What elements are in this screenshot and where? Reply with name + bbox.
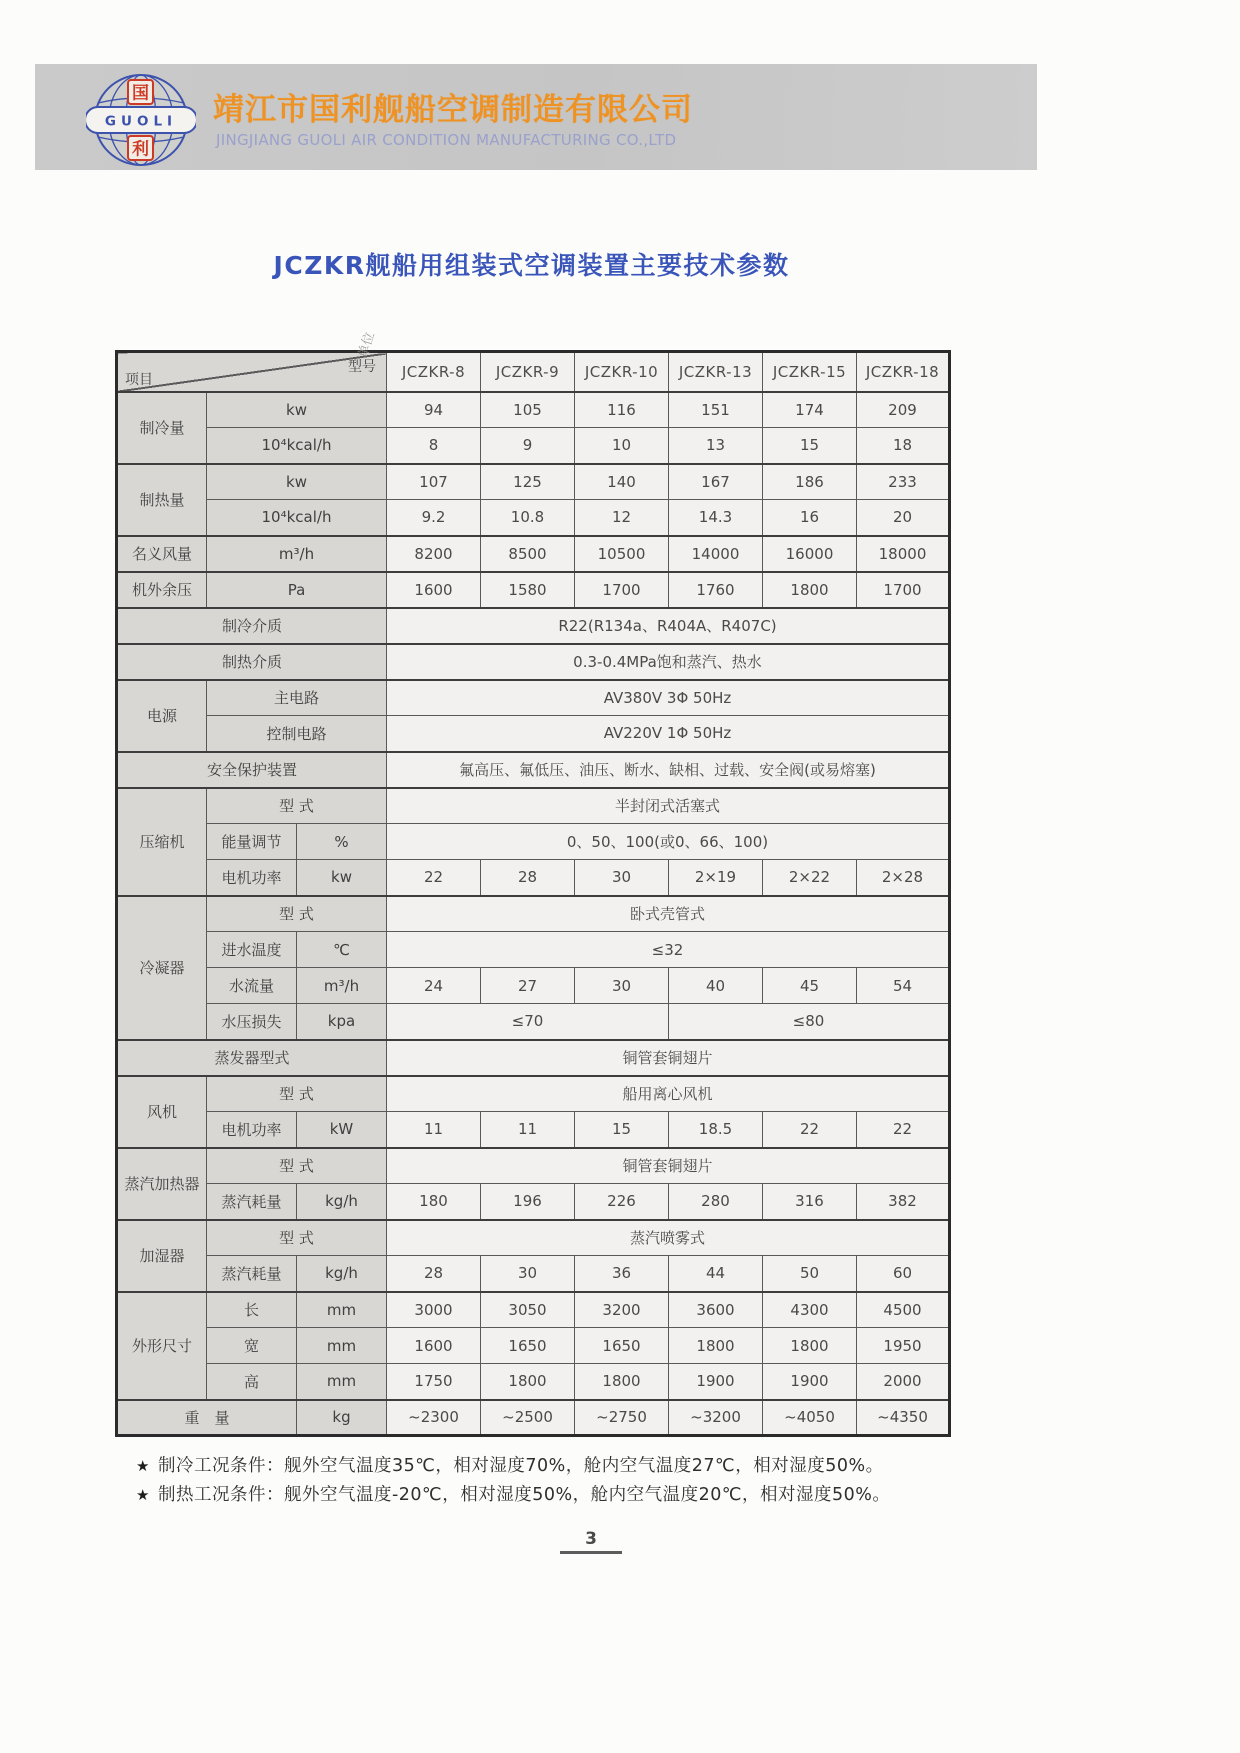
value-cell: ≤80	[669, 1004, 950, 1040]
value-cell: 8200	[387, 536, 481, 572]
value-cell: 3200	[575, 1292, 669, 1328]
note-line	[136, 1452, 890, 1481]
value-cell: 226	[575, 1184, 669, 1220]
value-cell: 1750	[387, 1364, 481, 1400]
value-cell: 铜管套铜翅片	[387, 1148, 950, 1184]
value-cell: 1760	[669, 572, 763, 608]
category-cell: 型 式	[207, 1220, 387, 1256]
category-cell: 蒸汽耗量	[207, 1184, 297, 1220]
value-cell: 209	[857, 392, 950, 428]
value-cell: 8	[387, 428, 481, 464]
value-cell: 3050	[481, 1292, 575, 1328]
value-cell: 45	[763, 968, 857, 1004]
value-cell: 3600	[669, 1292, 763, 1328]
spec-table	[115, 350, 951, 1437]
value-cell: 22	[763, 1112, 857, 1148]
category-cell: %	[297, 824, 387, 860]
value-cell: 196	[481, 1184, 575, 1220]
category-cell: 加湿器	[117, 1220, 207, 1292]
value-cell: 4500	[857, 1292, 950, 1328]
value-cell: 22	[387, 860, 481, 896]
category-cell: 水流量	[207, 968, 297, 1004]
category-cell: kg	[297, 1400, 387, 1436]
value-cell: 107	[387, 464, 481, 500]
category-cell: kpa	[297, 1004, 387, 1040]
category-cell: m³/h	[297, 968, 387, 1004]
category-cell: 电机功率	[207, 860, 297, 896]
value-cell: ~3200	[669, 1400, 763, 1436]
value-cell: 24	[387, 968, 481, 1004]
value-cell: 54	[857, 968, 950, 1004]
value-cell: 1580	[481, 572, 575, 608]
category-cell: mm	[297, 1292, 387, 1328]
value-cell: 18000	[857, 536, 950, 572]
category-cell: 重 量	[117, 1400, 297, 1436]
value-cell: 30	[481, 1256, 575, 1292]
svg-text:国: 国	[132, 83, 149, 104]
category-cell: kg/h	[297, 1184, 387, 1220]
category-cell: 制热介质	[117, 644, 387, 680]
value-cell: 27	[481, 968, 575, 1004]
value-cell: 4300	[763, 1292, 857, 1328]
value-cell: 1800	[481, 1364, 575, 1400]
value-cell: 11	[481, 1112, 575, 1148]
model-header-cell: JCZKR-18	[857, 352, 950, 392]
value-cell: 2000	[857, 1364, 950, 1400]
value-cell: 10	[575, 428, 669, 464]
globe-logo-icon	[86, 70, 196, 170]
value-cell: 铜管套铜翅片	[387, 1040, 950, 1076]
value-cell: 44	[669, 1256, 763, 1292]
category-cell: 压缩机	[117, 788, 207, 896]
svg-text:利: 利	[132, 139, 149, 160]
category-cell: 型 式	[207, 1148, 387, 1184]
value-cell: 116	[575, 392, 669, 428]
value-cell: 140	[575, 464, 669, 500]
category-cell: 蒸发器型式	[117, 1040, 387, 1076]
category-cell: mm	[297, 1364, 387, 1400]
value-cell: 180	[387, 1184, 481, 1220]
value-cell: 36	[575, 1256, 669, 1292]
value-cell: 9	[481, 428, 575, 464]
value-cell: 1900	[669, 1364, 763, 1400]
value-cell: 1700	[575, 572, 669, 608]
value-cell: 3000	[387, 1292, 481, 1328]
note-text: 制冷工况条件：舰外空气温度35℃，相对湿度70%，舱内空气温度27℃，相对湿度50%。	[157, 1456, 884, 1476]
value-cell: 13	[669, 428, 763, 464]
svg-text:GUOLI: GUOLI	[104, 113, 178, 130]
category-cell: 名义风量	[117, 536, 207, 572]
company-name-cn: 靖江市国利舰船空调制造有限公司	[213, 92, 693, 128]
value-cell: 2×22	[763, 860, 857, 896]
category-cell: 进水温度	[207, 932, 297, 968]
value-cell: 30	[575, 860, 669, 896]
value-cell: 1900	[763, 1364, 857, 1400]
category-cell: 宽	[207, 1328, 297, 1364]
value-cell: ≤32	[387, 932, 950, 968]
value-cell: 233	[857, 464, 950, 500]
value-cell: 10500	[575, 536, 669, 572]
value-cell: 1800	[763, 572, 857, 608]
value-cell: 1800	[575, 1364, 669, 1400]
category-cell: 制冷量	[117, 392, 207, 464]
category-cell: 主电路	[207, 680, 387, 716]
category-cell: 外形尺寸	[117, 1292, 207, 1400]
corner-model-label: 型号	[348, 359, 376, 375]
value-cell: 1600	[387, 572, 481, 608]
category-cell: 水压损失	[207, 1004, 297, 1040]
value-cell: 卧式壳管式	[387, 896, 950, 932]
model-header-cell: JCZKR-13	[669, 352, 763, 392]
value-cell: 18	[857, 428, 950, 464]
category-cell: kw	[297, 860, 387, 896]
value-cell: 167	[669, 464, 763, 500]
value-cell: 1650	[481, 1328, 575, 1364]
category-cell: 型 式	[207, 788, 387, 824]
company-name-en: JINGJIANG GUOLI AIR CONDITION MANUFACTURING CO.,LTD	[216, 131, 677, 149]
value-cell: 16000	[763, 536, 857, 572]
value-cell: 30	[575, 968, 669, 1004]
star-bullet-icon: ★	[136, 1486, 150, 1504]
category-cell: 电机功率	[207, 1112, 297, 1148]
category-cell: kw	[207, 392, 387, 428]
value-cell: 15	[575, 1112, 669, 1148]
value-cell: 12	[575, 500, 669, 536]
value-cell: 60	[857, 1256, 950, 1292]
value-cell: 186	[763, 464, 857, 500]
value-cell: 14000	[669, 536, 763, 572]
value-cell: 半封闭式活塞式	[387, 788, 950, 824]
category-cell: 10⁴kcal/h	[207, 428, 387, 464]
value-cell: 船用离心风机	[387, 1076, 950, 1112]
category-cell: ℃	[297, 932, 387, 968]
value-cell: 16	[763, 500, 857, 536]
value-cell: 1700	[857, 572, 950, 608]
value-cell: 1800	[763, 1328, 857, 1364]
category-cell: 型 式	[207, 1076, 387, 1112]
category-cell: kg/h	[297, 1256, 387, 1292]
category-cell: 型 式	[207, 896, 387, 932]
value-cell: 0.3-0.4MPa饱和蒸汽、热水	[387, 644, 950, 680]
category-cell: 电源	[117, 680, 207, 752]
value-cell: 8500	[481, 536, 575, 572]
value-cell: 28	[387, 1256, 481, 1292]
value-cell: 174	[763, 392, 857, 428]
value-cell: 11	[387, 1112, 481, 1148]
category-cell: 安全保护装置	[117, 752, 387, 788]
category-cell: 风机	[117, 1076, 207, 1148]
category-cell: 机外余压	[117, 572, 207, 608]
category-cell: mm	[297, 1328, 387, 1364]
value-cell: 15	[763, 428, 857, 464]
category-cell: Pa	[207, 572, 387, 608]
value-cell: 316	[763, 1184, 857, 1220]
value-cell: 28	[481, 860, 575, 896]
category-cell: 长	[207, 1292, 297, 1328]
value-cell: ~2300	[387, 1400, 481, 1436]
category-cell: 控制电路	[207, 716, 387, 752]
page-number: 3	[560, 1529, 622, 1554]
value-cell: 40	[669, 968, 763, 1004]
category-cell: 10⁴kcal/h	[207, 500, 387, 536]
unit-diagonal-label: 单位	[355, 330, 379, 360]
value-cell: ~2750	[575, 1400, 669, 1436]
value-cell: 9.2	[387, 500, 481, 536]
model-header-cell: JCZKR-10	[575, 352, 669, 392]
value-cell: 280	[669, 1184, 763, 1220]
value-cell: 105	[481, 392, 575, 428]
page-title: JCZKR舰船用组装式空调装置主要技术参数	[273, 251, 790, 280]
value-cell: 0、50、100(或0、66、100)	[387, 824, 950, 860]
star-bullet-icon: ★	[136, 1457, 150, 1475]
category-cell: 蒸汽加热器	[117, 1148, 207, 1220]
category-cell: kw	[207, 464, 387, 500]
category-cell: 制热量	[117, 464, 207, 536]
value-cell: 10.8	[481, 500, 575, 536]
value-cell: AV380V 3Φ 50Hz	[387, 680, 950, 716]
model-header-cell: JCZKR-9	[481, 352, 575, 392]
corner-item-label: 项目	[125, 371, 153, 388]
value-cell: 125	[481, 464, 575, 500]
value-cell: 18.5	[669, 1112, 763, 1148]
model-header-cell: JCZKR-8	[387, 352, 481, 392]
category-cell: 蒸汽耗量	[207, 1256, 297, 1292]
value-cell: 14.3	[669, 500, 763, 536]
value-cell: 1800	[669, 1328, 763, 1364]
category-cell: m³/h	[207, 536, 387, 572]
value-cell: 氟高压、氟低压、油压、断水、缺相、过载、安全阀(或易熔塞)	[387, 752, 950, 788]
value-cell: 94	[387, 392, 481, 428]
model-header-cell: JCZKR-15	[763, 352, 857, 392]
value-cell: 22	[857, 1112, 950, 1148]
category-cell: kW	[297, 1112, 387, 1148]
value-cell: 1950	[857, 1328, 950, 1364]
category-cell: 高	[207, 1364, 297, 1400]
value-cell: 1650	[575, 1328, 669, 1364]
value-cell: 151	[669, 392, 763, 428]
category-cell: 能量调节	[207, 824, 297, 860]
value-cell: AV220V 1Φ 50Hz	[387, 716, 950, 752]
value-cell: ≤70	[387, 1004, 669, 1040]
value-cell: 2×28	[857, 860, 950, 896]
value-cell: 蒸汽喷雾式	[387, 1220, 950, 1256]
value-cell: R22(R134a、R404A、R407C)	[387, 608, 950, 644]
table-corner-cell	[117, 352, 387, 392]
note-line	[136, 1481, 890, 1510]
note-text: 制热工况条件：舰外空气温度-20℃，相对湿度50%，舱内空气温度20℃，相对湿度50%。	[157, 1485, 891, 1505]
value-cell: ~2500	[481, 1400, 575, 1436]
value-cell: 50	[763, 1256, 857, 1292]
footnotes	[136, 1452, 890, 1510]
value-cell: ~4050	[763, 1400, 857, 1436]
category-cell: 制冷介质	[117, 608, 387, 644]
value-cell: 382	[857, 1184, 950, 1220]
value-cell: 20	[857, 500, 950, 536]
value-cell: 1600	[387, 1328, 481, 1364]
value-cell: ~4350	[857, 1400, 950, 1436]
category-cell: 冷凝器	[117, 896, 207, 1040]
value-cell: 2×19	[669, 860, 763, 896]
